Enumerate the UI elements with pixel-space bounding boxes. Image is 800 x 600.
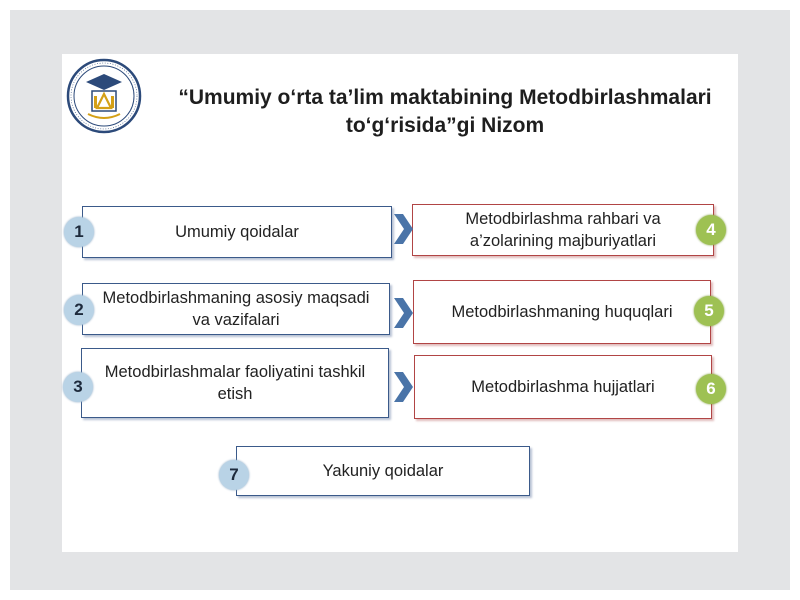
item-box-7: [236, 446, 530, 496]
item-text-1: Umumiy qoidalar: [175, 223, 299, 241]
item-number-badge-6: 6: [696, 374, 726, 404]
chevron-right-icon: [392, 212, 414, 246]
item-box-1: [82, 206, 392, 258]
slide-title: [150, 84, 740, 140]
item-text-7: Yakuniy qoidalar: [322, 462, 444, 480]
title-line-2: to‘g‘risida”gi Nizom: [345, 114, 545, 137]
title-line-1: “Umumiy o‘rta ta’lim maktabining Metodbirlashmalari: [178, 86, 712, 109]
item-number-badge-7: 7: [219, 460, 249, 490]
item-box-3: [81, 348, 389, 418]
item-text-4: Metodbirlashma rahbari va a’zolarining majburiyatlari: [465, 210, 661, 250]
item-number-badge-1: 1: [64, 217, 94, 247]
item-text-5: Metodbirlashmaning huquqlari: [451, 303, 673, 321]
item-box-5: [413, 280, 711, 344]
item-number-badge-2: 2: [64, 295, 94, 325]
emblem-logo-icon: [66, 58, 142, 134]
item-box-2: [82, 283, 390, 335]
chevron-right-icon: [392, 296, 414, 330]
item-number-badge-3: 3: [63, 372, 93, 402]
item-text-3: Metodbirlashmalar faoliyatini tashkil etish: [104, 363, 366, 403]
item-text-6: Metodbirlashma hujjatlari: [471, 378, 655, 396]
item-text-2: Metodbirlashmaning asosiy maqsadi va vazifalari: [102, 289, 370, 329]
item-number-badge-4: 4: [696, 215, 726, 245]
item-box-4: [412, 204, 714, 256]
item-box-6: [414, 355, 712, 419]
item-number-badge-5: 5: [694, 296, 724, 326]
chevron-right-icon: [392, 370, 414, 404]
